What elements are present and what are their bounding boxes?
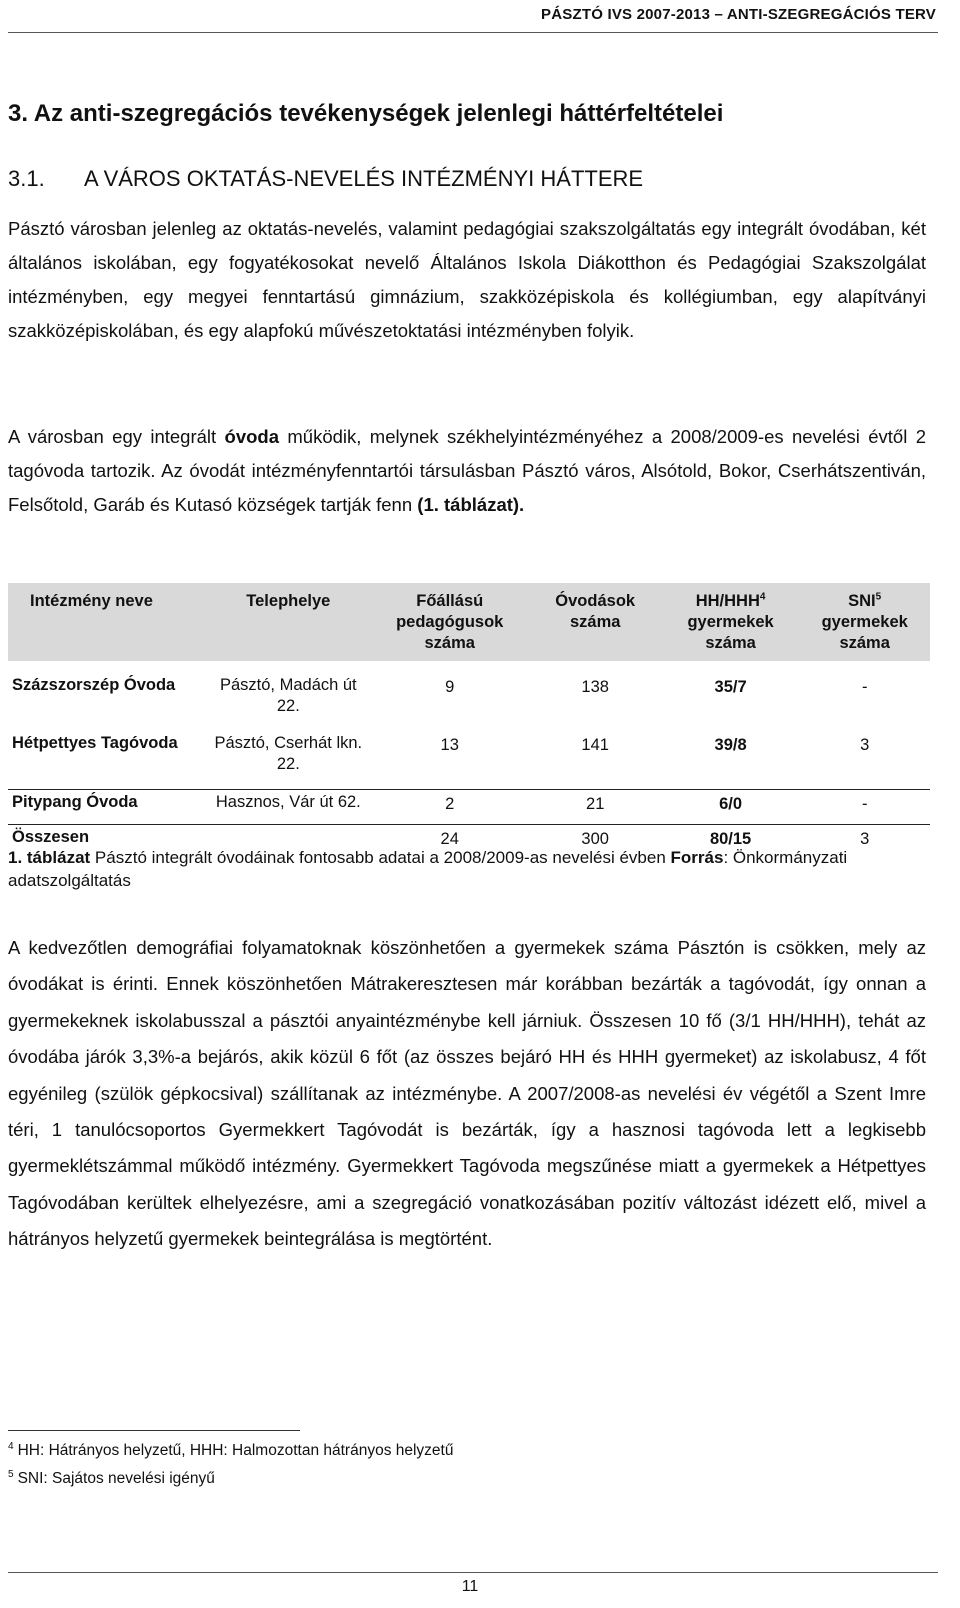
col-header-sni-rest: gyermekek száma	[821, 613, 908, 652]
caption-text: Pásztó integrált óvodáinak fontosabb adatai a 2008/2009-as nevelési évben	[90, 848, 671, 867]
col-header-hh-label: HH/HHH	[695, 592, 760, 610]
cell-sni: -	[861, 678, 868, 696]
cell-site: Pásztó, Cserhát lkn. 22.	[214, 734, 363, 773]
running-header: PÁSZTÓ IVS 2007-2013 – ANTI-SZEGREGÁCIÓS TERV	[541, 6, 936, 23]
cell-hh: 35/7	[714, 678, 747, 696]
col-header-sni-label: SNI	[848, 592, 876, 610]
cell-hh: 6/0	[662, 790, 800, 825]
cell-children: 300	[529, 825, 662, 860]
caption-source-label: Forrás	[670, 848, 724, 867]
cell-children: 141	[581, 736, 609, 754]
paragraph-kindergarten	[8, 420, 926, 522]
footnote-5-mark: 5	[8, 1468, 14, 1480]
footer-divider	[8, 1572, 938, 1573]
paragraph-demographics: A kedvezőtlen demográfiai folyamatoknak köszönhetően a gyermekek száma Pásztón is csökken, mely az óvodákat is érinti. Ennek köszönhetően Mátrakeresztesen már korábban bezárták a tagóvodát, így onnan a gyermekeknek iskolabusszal a pásztói anyaintézménybe kell járniuk. Összesen 10 fő (3/1 HH/HHH), tehát az óvodába járók 3,3%-a bejárós, akik közül 6 főt (az összes bejáró HH és HHH gyermeket) az iskolabusz, 4 főt egyénileg (szülök gépkocsival) szállítanak az intézménybe. A 2007/2008-as nevelési év végétől a Szent Imre téri, 1 tanulócsoportos Gyermekkert Tagóvodát is bezárták, így a hasznosi tagóvoda lett a legkisebb gyermeklétszámmal működő intézmény. Gyermekkert Tagóvoda megszűnése miatt a gyermekek a Hétpettyes Tagóvodában kerültek elhelyezésre, ami a szegregáció vonatkozásában pozitív változást idézett elő, mivel a hátrányos helyzetű gyermekek beintegrálása is megtörtént.	[8, 937, 926, 1250]
cell-sni: 3	[799, 825, 930, 860]
footnote-5	[8, 1470, 215, 1488]
table-row	[8, 790, 930, 825]
cell-site: Pásztó, Madách út 22.	[219, 676, 357, 715]
header-divider	[8, 32, 938, 33]
caption-source-text: : Önkormányzati adatszolgáltatás	[8, 848, 848, 890]
cell-name: Hétpettyes Tagóvoda	[12, 734, 178, 752]
subsection-heading	[8, 166, 643, 192]
footnote-divider	[8, 1430, 300, 1431]
table-row	[8, 731, 930, 790]
col-header-hh	[662, 583, 800, 661]
cell-teachers: 2	[371, 790, 529, 825]
cell-name: Pitypang Óvoda	[8, 790, 206, 825]
paragraph-intro: Pásztó városban jelenleg az oktatás-nevelés, valamint pedagógiai szakszolgáltatás egy integrált óvodában, két általános iskolában, egy fogyatékosokat nevelő Általános Iskola Diákotthon és Pedagógiai Szakszolgálat intézményben, egy megyei fenntartású gimnázium, szakközépiskola és kollégiumban, egy alapítványi szakközépiskolában, és egy alapfokú művészetoktatási intézményben folyik.	[8, 218, 926, 341]
section-heading: 3. Az anti-szegregációs tevékenységek jelenlegi háttérfeltételei	[8, 100, 724, 127]
table-caption	[8, 846, 926, 892]
cell-sni: 3	[860, 736, 870, 754]
caption-label: 1. táblázat	[8, 848, 91, 867]
cell-children: 21	[529, 790, 662, 825]
p2-table-ref: (1. táblázat).	[417, 494, 525, 515]
footnote-ref-4: 4	[759, 591, 766, 603]
table-row	[8, 673, 930, 731]
cell-name: Összesen	[8, 825, 206, 860]
cell-name: Százszorszép Óvoda	[12, 676, 176, 694]
cell-teachers: 13	[440, 736, 459, 754]
page-number: 11	[461, 1578, 479, 1595]
cell-site: Hasznos, Vár út 62.	[206, 790, 371, 825]
cell-hh: 39/8	[714, 736, 747, 754]
col-header-sni	[799, 583, 930, 661]
cell-hh: 80/15	[662, 825, 800, 860]
footnote-4	[8, 1442, 453, 1460]
p2-text-b: működik, melynek székhelyintézményéhez a 2008/2009-es nevelési évtől 2 tagóvoda tartozik. Az óvodát intézményfenntartói társulásban Pásztó város, Alsótold, Bokor, Cserhátszentiván, Felsőtold, Garáb és Kutasó községek tartják fenn	[8, 426, 926, 515]
col-header-name: Intézmény neve	[8, 583, 206, 661]
footnote-4-mark: 4	[8, 1440, 14, 1452]
col-header-children: Óvodások száma	[529, 583, 662, 661]
cell-teachers: 24	[371, 825, 529, 860]
p2-bold-ovoda: óvoda	[224, 426, 280, 447]
col-header-site: Telephelye	[206, 583, 371, 661]
footnote-ref-5: 5	[875, 591, 882, 603]
cell-teachers: 9	[445, 678, 455, 696]
footnote-4-text: HH: Hátrányos helyzetű, HHH: Halmozottan hátrányos helyzetű	[17, 1442, 454, 1459]
cell-sni: -	[799, 790, 930, 825]
col-header-hh-rest: gyermekek száma	[687, 613, 774, 652]
cell-children: 138	[581, 678, 609, 696]
subsection-number: 3.1.	[8, 166, 45, 191]
col-header-teachers: Főállású pedagógusok száma	[371, 583, 529, 661]
footnote-5-text: SNI: Sajátos nevelési igényű	[17, 1470, 215, 1487]
kindergarten-table	[8, 583, 930, 859]
p2-text-a: A városban egy integrált	[8, 426, 225, 447]
subsection-title: A VÁROS OKTATÁS-NEVELÉS INTÉZMÉNYI HÁTTERE	[84, 166, 644, 191]
